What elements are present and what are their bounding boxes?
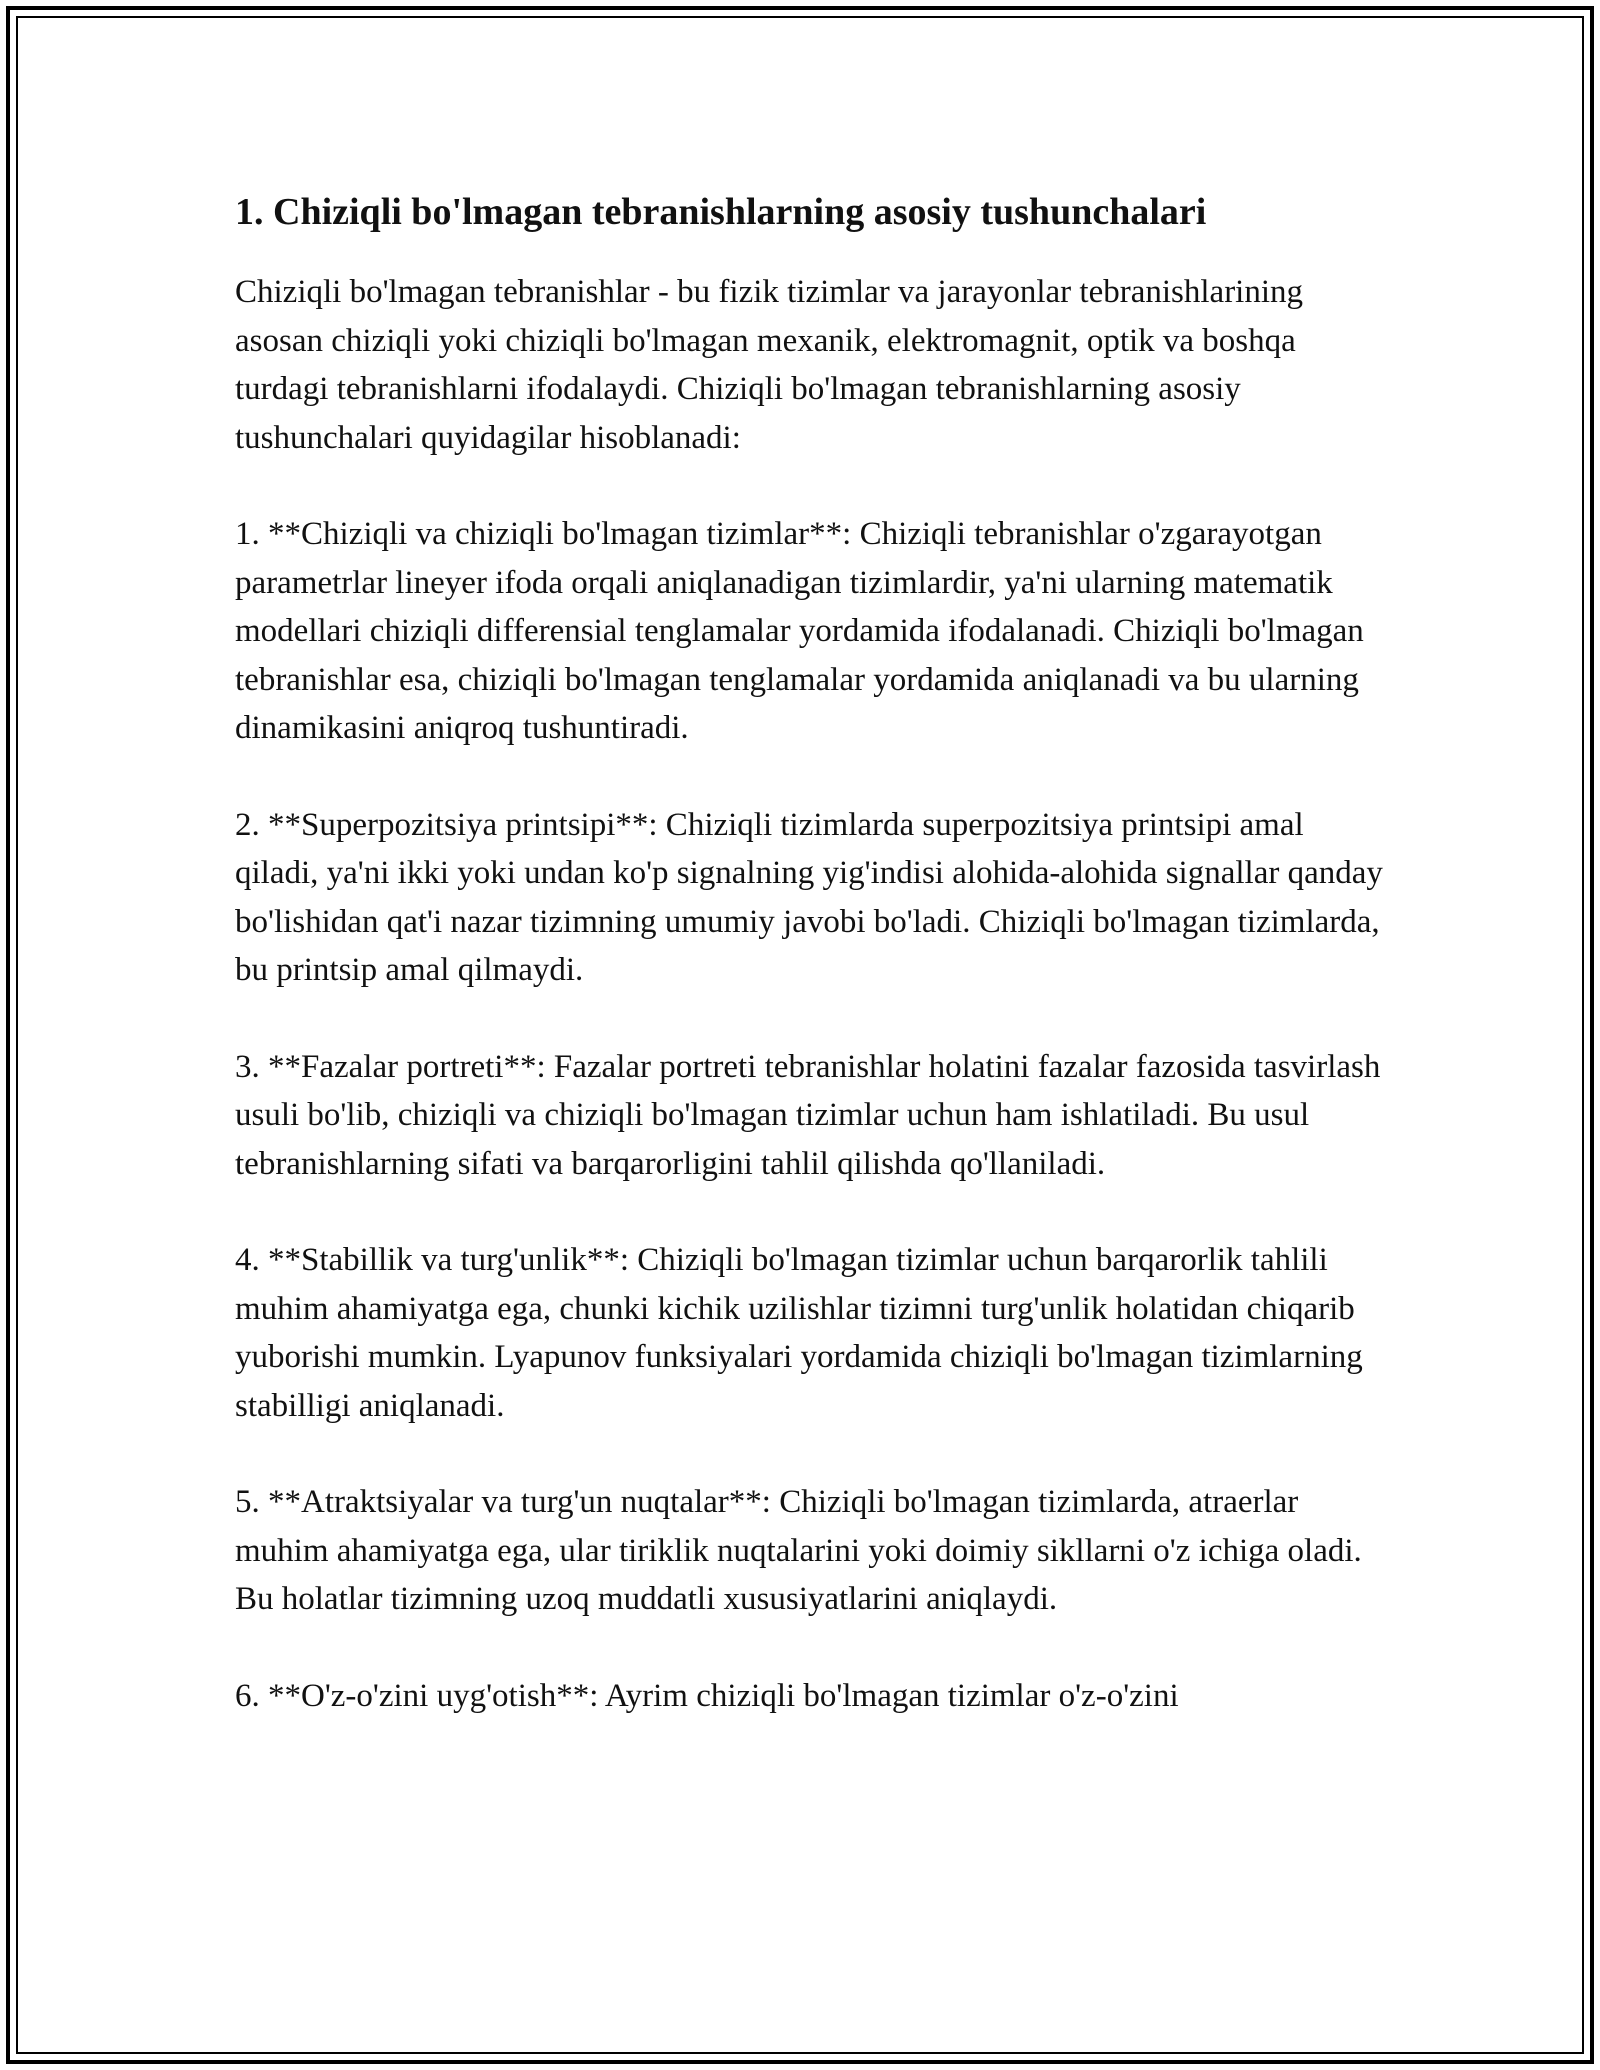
list-item-4: 4. **Stabillik va turg'unlik**: Chiziqli bo'lmagan tizimlar uchun barqarorlik tahlili muhim ahamiyatga ega, chunki kichik uzilishlar tizimni turg'unlik holatidan chiqarib yuborishi mumkin. Lyapunov funksiyalari yordamida chiziqli bo'lmagan tizimlarning stabilligi aniqlanadi. [235, 1242, 1363, 1424]
list-item-6: 6. **O'z-o'zini uyg'otish**: Ayrim chiziqli bo'lmagan tizimlar o'z-o'zini [235, 1677, 1179, 1714]
list-item-1: 1. **Chiziqli va chiziqli bo'lmagan tizimlar**: Chiziqli tebranishlar o'zgarayotgan parametrlar lineyer ifoda orqali aniqlanadigan tizimlardir, ya'ni ularning matematik modellari chiziqli differensial tenglamalar yordamida ifodalanadi. Chiziqli bo'lmagan tebranishlar esa, chiziqli bo'lmagan tenglamalar yordamida aniqlanadi va bu ularning dinamikasini aniqroq tushuntiradi. [235, 516, 1364, 746]
document-body [235, 184, 1385, 1768]
list-item-3: 3. **Fazalar portreti**: Fazalar portreti tebranishlar holatini fazalar fazosida tasvirlash usuli bo'lib, chiziqli va chiziqli bo'lmagan tizimlar uchun ham ishlatiladi. Bu usul tebranishlarning sifati va barqarorligini tahlil qilishda qo'llaniladi. [235, 1048, 1381, 1182]
section-title: 1. Chiziqli bo'lmagan tebranishlarning asosiy tushunchalari [235, 191, 1207, 233]
list-item-2: 2. **Superpozitsiya printsipi**: Chiziqli tizimlarda superpozitsiya printsipi amal qiladi, ya'ni ikki yoki undan ko'p signalning yig'indisi alohida-alohida signallar qanday bo'lishidan qat'i nazar tizimning umumiy javobi bo'ladi. Chiziqli bo'lmagan tizimlarda, bu printsip amal qilmaydi. [235, 806, 1383, 988]
intro-paragraph: Chiziqli bo'lmagan tebranishlar - bu fizik tizimlar va jarayonlar tebranishlarining asosan chiziqli yoki chiziqli bo'lmagan mexanik, elektromagnit, optik va boshqa turdagi tebranishlarni ifodalaydi. Chiziqli bo'lmagan tebranishlarning asosiy tushunchalari quyidagilar hisoblanadi: [235, 274, 1304, 456]
list-item-5: 5. **Atraktsiyalar va turg'un nuqtalar**: Chiziqli bo'lmagan tizimlarda, atraerlar muhim ahamiyatga ega, ular tiriklik nuqtalarini yoki doimiy sikllarni o'z ichiga oladi. Bu holatlar tizimning uzoq muddatli xususiyatlarini aniqlaydi. [235, 1484, 1362, 1617]
